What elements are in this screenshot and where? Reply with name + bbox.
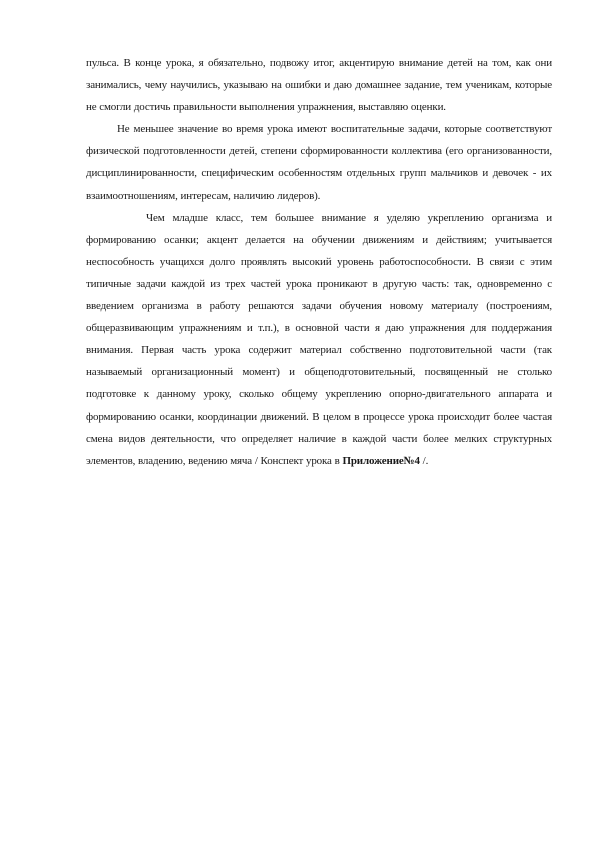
paragraph-2: Не меньшее значение во время урока имеют воспитательные задачи, которые соответствуют физической подготовленности детей, степени сформированности коллектива (его организованности, дисциплинированности, специфическим особенностям отдельных групп мальчиков и девочек - их взаимоотношениям, интересам, наличию лидеров). [86,123,552,202]
document-body [86,52,552,472]
paragraph-3 [86,207,552,472]
appendix-reference: Приложение№4 [342,454,420,467]
paragraph-3-text: Чем младше класс, тем большее внимание я уделяю укреплению организма и формированию осанки; акцент делается на обучении движениям и действиям; учитывается неспособность учащихся долго проявлять высокий уровень работоспособности. В связи с этим типичные задачи каждой из трех частей урока проникают в другую часть: так, одновременно с введением организма в работу решаются задачи обучения новому материалу (построениям, общеразвивающим упражнениям и т.п.), в основной части я даю упражнения для поддержания внимания. Первая часть урока содержит материал собственно подготовительной части (так называемый организационный момент) и общеподготовительный, посвященный не столько подготовке к данному уроку, сколько общему укреплению опорно-двигательного аппарата и формированию осанки, координации движений. В целом в процессе урока происходит более частая смена видов деятельности, что определяет наличие в каждой части более мелких структурных элементов, владению, ведению мяча / Конспект урока в [86,211,552,467]
paragraph-3-tail: /. [419,454,429,467]
paragraph-1: пульса. В конце урока, я обязательно, подвожу итог, акцентирую внимание детей на том, как они занимались, чему научились, указываю на ошибки и даю домашнее задание, тем ученикам, которые не смогли достичь правильности выполнения упражнения, выставляю оценки. [86,57,552,114]
